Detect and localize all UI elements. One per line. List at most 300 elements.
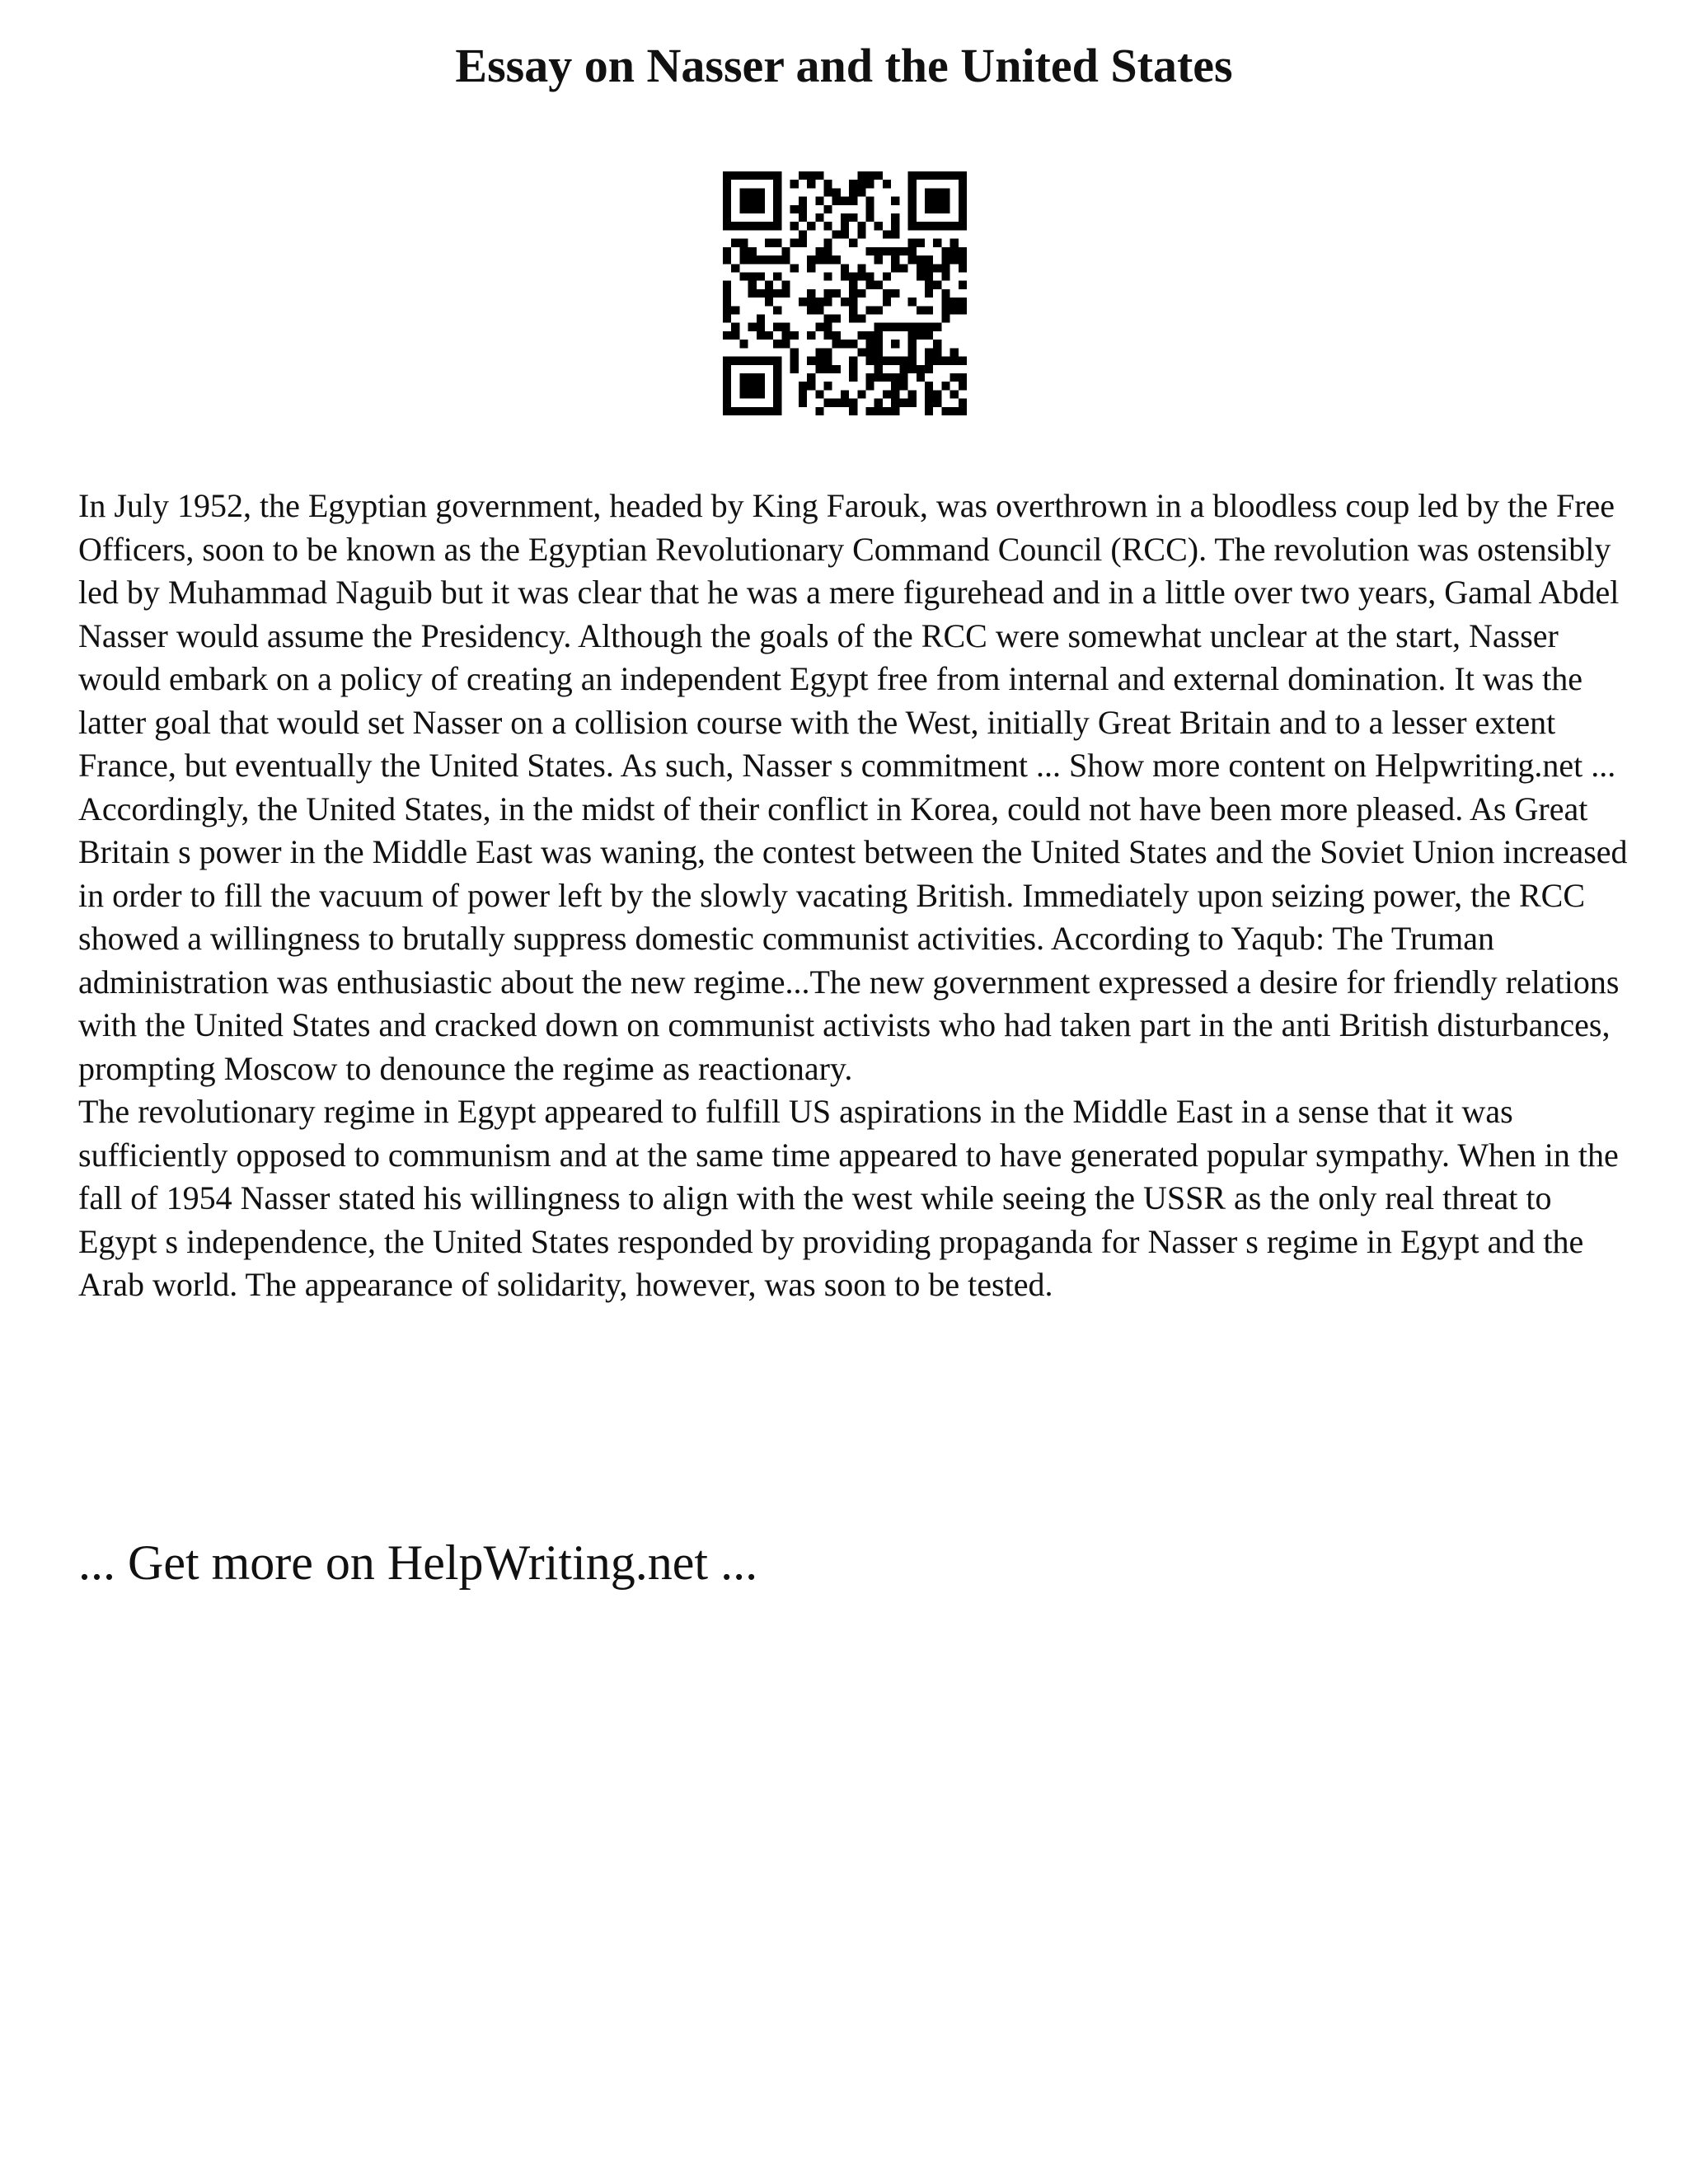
qr-module [908, 222, 917, 230]
qr-module [959, 171, 967, 180]
qr-module [908, 213, 917, 222]
qr-module [832, 399, 841, 407]
qr-module [866, 407, 874, 415]
qr-module [739, 188, 748, 196]
qr-module [866, 213, 874, 222]
qr-module [959, 247, 967, 255]
qr-module [781, 255, 790, 264]
qr-module [849, 340, 857, 348]
qr-module [815, 323, 823, 331]
qr-module [891, 382, 899, 390]
qr-module [832, 230, 841, 238]
qr-module [781, 289, 790, 298]
qr-module [739, 239, 748, 247]
qr-module [959, 306, 967, 314]
qr-module [933, 348, 941, 356]
qr-module [757, 323, 765, 331]
qr-module [723, 382, 731, 390]
qr-module [883, 180, 891, 188]
qr-module [841, 390, 849, 398]
qr-module [823, 382, 832, 390]
qr-module [959, 399, 967, 407]
qr-module [857, 348, 865, 356]
qr-module [723, 247, 731, 255]
qr-module [807, 382, 815, 390]
qr-module [841, 272, 849, 280]
qr-module [899, 399, 907, 407]
qr-module [773, 239, 781, 247]
qr-module [959, 298, 967, 306]
qr-module [781, 340, 790, 348]
qr-module [823, 247, 832, 255]
qr-module [950, 239, 959, 247]
qr-module [917, 272, 925, 280]
qr-module [832, 255, 841, 264]
qr-module [841, 340, 849, 348]
qr-module [849, 188, 857, 196]
qr-module [807, 289, 815, 298]
qr-module [883, 407, 891, 415]
qr-module [959, 205, 967, 213]
qr-module [866, 197, 874, 205]
qr-module [823, 205, 832, 213]
qr-module [874, 255, 883, 264]
qr-module [765, 171, 773, 180]
qr-module [908, 323, 917, 331]
qr-module [748, 188, 757, 196]
qr-module [908, 247, 917, 255]
qr-module [799, 239, 807, 247]
qr-module [849, 306, 857, 314]
qr-module [765, 222, 773, 230]
qr-module [917, 365, 925, 373]
qr-module [849, 239, 857, 247]
qr-module [857, 289, 865, 298]
qr-module [723, 365, 731, 373]
qr-module [790, 239, 799, 247]
qr-module [866, 306, 874, 314]
qr-module [823, 331, 832, 340]
qr-module [723, 281, 731, 289]
qr-module [807, 357, 815, 365]
qr-module [925, 357, 933, 365]
qr-module [891, 390, 899, 398]
qr-module [823, 188, 832, 196]
qr-module [883, 247, 891, 255]
qr-module [925, 306, 933, 314]
qr-module [925, 222, 933, 230]
qr-module [841, 197, 849, 205]
qr-module [748, 247, 757, 255]
qr-module [891, 407, 899, 415]
qr-module [857, 331, 865, 340]
qr-module [757, 390, 765, 398]
qr-module [773, 180, 781, 188]
qr-module [925, 264, 933, 272]
qr-module [757, 407, 765, 415]
qr-module [899, 323, 907, 331]
qr-module [941, 289, 950, 298]
qr-module [857, 390, 865, 398]
qr-module [773, 390, 781, 398]
qr-module [748, 289, 757, 298]
qr-module [917, 264, 925, 272]
qr-module [874, 171, 883, 180]
qr-module [807, 171, 815, 180]
qr-module [908, 188, 917, 196]
qr-module [891, 264, 899, 272]
qr-module [925, 399, 933, 407]
get-more-link[interactable]: ... Get more on HelpWriting.net ... [78, 1535, 758, 1590]
qr-module [841, 213, 849, 222]
qr-module [765, 255, 773, 264]
qr-module [891, 255, 899, 264]
qr-module [739, 205, 748, 213]
qr-module [739, 340, 748, 348]
qr-module [841, 399, 849, 407]
qr-module [731, 331, 739, 340]
qr-module [950, 298, 959, 306]
qr-module [841, 298, 849, 306]
qr-module [959, 188, 967, 196]
qr-module [832, 331, 841, 340]
qr-module [799, 171, 807, 180]
qr-module [723, 222, 731, 230]
qr-module [823, 298, 832, 306]
qr-module [941, 188, 950, 196]
qr-module [832, 197, 841, 205]
qr-module [959, 407, 967, 415]
qr-module [790, 348, 799, 356]
qr-module [757, 289, 765, 298]
qr-module [908, 255, 917, 264]
qr-module [841, 264, 849, 272]
qr-module [748, 281, 757, 289]
qr-module [874, 247, 883, 255]
qr-module [908, 399, 917, 407]
qr-module [883, 323, 891, 331]
qr-module [849, 180, 857, 188]
qr-module [933, 188, 941, 196]
qr-module [823, 255, 832, 264]
qr-module [757, 255, 765, 264]
qr-module [950, 247, 959, 255]
qr-module [925, 171, 933, 180]
qr-module [757, 272, 765, 280]
qr-module [866, 373, 874, 382]
qr-module [857, 180, 865, 188]
qr-module [832, 365, 841, 373]
qr-module [917, 171, 925, 180]
qr-module [807, 255, 815, 264]
qr-module [807, 180, 815, 188]
qr-module [857, 230, 865, 238]
qr-module [731, 222, 739, 230]
qr-module [883, 230, 891, 238]
qr-module [723, 171, 731, 180]
qr-module [815, 255, 823, 264]
qr-module [933, 357, 941, 365]
qr-module [723, 205, 731, 213]
qr-module [790, 205, 799, 213]
qr-module [807, 306, 815, 314]
qr-module [748, 382, 757, 390]
qr-module [959, 382, 967, 390]
qr-module [832, 289, 841, 298]
qr-module [899, 264, 907, 272]
qr-module [941, 298, 950, 306]
qr-module [941, 264, 950, 272]
qr-module [941, 197, 950, 205]
qr-module [891, 340, 899, 348]
qr-module [799, 298, 807, 306]
qr-module [832, 340, 841, 348]
qr-module [757, 382, 765, 390]
qr-module [925, 365, 933, 373]
qr-module [773, 407, 781, 415]
qr-module [757, 205, 765, 213]
qr-module [874, 373, 883, 382]
qr-module [933, 264, 941, 272]
qr-module [883, 298, 891, 306]
qr-module [941, 306, 950, 314]
qr-module [773, 306, 781, 314]
qr-module [883, 272, 891, 280]
qr-module [731, 357, 739, 365]
qr-module [857, 188, 865, 196]
qr-module [917, 306, 925, 314]
qr-module [748, 222, 757, 230]
qr-module [823, 315, 832, 323]
qr-module [823, 323, 832, 331]
page-title: Essay on Nasser and the United States [455, 39, 1233, 92]
qr-module [933, 399, 941, 407]
qr-module [908, 340, 917, 348]
qr-module [866, 340, 874, 348]
qr-module [959, 197, 967, 205]
qr-module [765, 281, 773, 289]
qr-module [773, 382, 781, 390]
qr-module [823, 348, 832, 356]
qr-module [874, 365, 883, 373]
qr-module [773, 373, 781, 382]
qr-module [790, 365, 799, 373]
qr-module [917, 323, 925, 331]
qr-module [790, 222, 799, 230]
qr-module [773, 255, 781, 264]
qr-module [891, 373, 899, 382]
qr-module [866, 247, 874, 255]
qr-module [823, 357, 832, 365]
qr-code-graphic [723, 171, 967, 415]
qr-module [891, 197, 899, 205]
qr-module [908, 180, 917, 188]
qr-module [731, 239, 739, 247]
qr-module [723, 390, 731, 398]
qr-module [815, 213, 823, 222]
qr-module [874, 399, 883, 407]
qr-module [874, 407, 883, 415]
qr-module [849, 407, 857, 415]
essay-paragraph-2: Accordingly, the United States, in the midst of their conflict in Korea, could not have been more pleased. As Great Britain s power in the Middle East was waning, the contest between the United States and the Soviet Union increased in order to fill the vacuum of power left by the slowly vacating British. Immediately upon seizing power, the RCC showed a willingness to brutally suppress domestic communist activities. According to Yaqub: The Truman administration was enthusiastic about the new regime...The new government expressed a desire for friendly relations with the United States and cracked down on communist activists who had taken part in the anti British disturbances, prompting Moscow to denounce the regime as reactionary. [78, 790, 1628, 1087]
qr-module [908, 348, 917, 356]
qr-module [933, 323, 941, 331]
qr-module [723, 373, 731, 382]
qr-module [773, 213, 781, 222]
qr-module [959, 264, 967, 272]
qr-module [773, 188, 781, 196]
qr-module [866, 281, 874, 289]
qr-module [781, 281, 790, 289]
qr-module [748, 197, 757, 205]
qr-module [874, 222, 883, 230]
qr-module [925, 331, 933, 340]
qr-module [723, 188, 731, 196]
qr-module [925, 281, 933, 289]
qr-module [823, 289, 832, 298]
qr-module [739, 382, 748, 390]
qr-module [959, 180, 967, 188]
qr-module [723, 357, 731, 365]
qr-module [849, 315, 857, 323]
qr-module [773, 357, 781, 365]
qr-module [731, 306, 739, 314]
qr-module [790, 331, 799, 340]
qr-module [823, 222, 832, 230]
qr-module [857, 264, 865, 272]
qr-module [874, 348, 883, 356]
qr-module [815, 348, 823, 356]
qr-module [748, 171, 757, 180]
qr-module [757, 188, 765, 196]
qr-module [723, 213, 731, 222]
qr-module [959, 357, 967, 365]
qr-module [773, 171, 781, 180]
qr-module [950, 390, 959, 398]
qr-module [891, 213, 899, 222]
qr-module [723, 180, 731, 188]
qr-module [849, 213, 857, 222]
qr-module [908, 365, 917, 373]
essay-paragraph-3: The revolutionary regime in Egypt appeared to fulfill US aspirations in the Middle East in a sense that it was sufficiently opposed to communism and at the same time appeared to have generated popular sympathy. When in the fall of 1954 Nasser stated his willingness to align with the west while seeing the USSR as the only real threat to Egypt s independence, the United States responded by providing propaganda for Nasser s regime in Egypt and the Arab world. The appearance of solidarity, however, was soon to be tested. [78, 1093, 1619, 1303]
qr-module [849, 373, 857, 382]
qr-module [849, 365, 857, 373]
qr-module [799, 230, 807, 238]
qr-module [917, 255, 925, 264]
qr-module [933, 197, 941, 205]
qr-module [773, 289, 781, 298]
qr-module [832, 188, 841, 196]
qr-module [815, 365, 823, 373]
qr-module [908, 390, 917, 398]
qr-module [799, 213, 807, 222]
qr-module [959, 222, 967, 230]
qr-module [891, 230, 899, 238]
qr-module [841, 230, 849, 238]
qr-module [739, 255, 748, 264]
qr-module [841, 222, 849, 230]
qr-module [731, 323, 739, 331]
qr-module [941, 357, 950, 365]
qr-module [925, 407, 933, 415]
qr-module [815, 197, 823, 205]
qr-code-icon[interactable] [723, 171, 967, 415]
qr-module [790, 264, 799, 272]
qr-module [757, 222, 765, 230]
qr-module [925, 272, 933, 280]
qr-module [933, 281, 941, 289]
qr-module [723, 197, 731, 205]
qr-module [757, 171, 765, 180]
qr-module [917, 222, 925, 230]
qr-module [908, 357, 917, 365]
qr-module [723, 407, 731, 415]
qr-module [815, 306, 823, 314]
qr-module [866, 348, 874, 356]
qr-module [731, 171, 739, 180]
qr-module [933, 239, 941, 247]
qr-module [799, 205, 807, 213]
qr-module [917, 239, 925, 247]
essay-paragraph-1: In July 1952, the Egyptian government, headed by King Farouk, was overthrown in a bloodless coup led by the Free Officers, soon to be known as the Egyptian Revolutionary Command Council (RCC). The revolution was ostensibly led by Muhammad Naguib but it was clear that he was a mere figurehead and in a little over two years, Gamal Abdel Nasser would assume the Presidency. Although the goals of the RCC were somewhat unclear at the start, Nasser would embark on a policy of creating an independent Egypt free from internal and external domination. It was the latter goal that would set Nasser on a collision course with the West, initially Great Britain and to a lesser extent France, but eventually the United States. As such, Nasser s commitment ... Show more content on Helpwriting.net ... [78, 487, 1620, 784]
qr-module [866, 357, 874, 365]
qr-module [866, 331, 874, 340]
qr-module [723, 331, 731, 340]
qr-module [739, 197, 748, 205]
qr-module [941, 315, 950, 323]
qr-module [891, 289, 899, 298]
qr-module [933, 222, 941, 230]
qr-module [866, 205, 874, 213]
qr-module [866, 382, 874, 390]
qr-module [731, 264, 739, 272]
qr-module [723, 298, 731, 306]
qr-module [849, 272, 857, 280]
qr-module [950, 222, 959, 230]
qr-module [723, 315, 731, 323]
qr-module [849, 399, 857, 407]
qr-module [739, 357, 748, 365]
qr-module [739, 222, 748, 230]
qr-module [866, 272, 874, 280]
qr-module [781, 247, 790, 255]
qr-module [959, 255, 967, 264]
qr-module [765, 239, 773, 247]
qr-module [941, 222, 950, 230]
qr-module [823, 239, 832, 247]
essay-body [78, 485, 1628, 1307]
qr-module [757, 373, 765, 382]
qr-module [874, 306, 883, 314]
qr-module [917, 373, 925, 382]
qr-module [866, 171, 874, 180]
qr-module [908, 171, 917, 180]
qr-module [941, 255, 950, 264]
qr-module [765, 298, 773, 306]
qr-module [925, 188, 933, 196]
qr-module [748, 272, 757, 280]
qr-module [925, 323, 933, 331]
qr-module [941, 382, 950, 390]
qr-module [959, 213, 967, 222]
qr-module [891, 222, 899, 230]
qr-module [757, 357, 765, 365]
qr-module [908, 205, 917, 213]
qr-module [781, 331, 790, 340]
qr-module [899, 382, 907, 390]
qr-module [799, 399, 807, 407]
qr-module [849, 357, 857, 365]
